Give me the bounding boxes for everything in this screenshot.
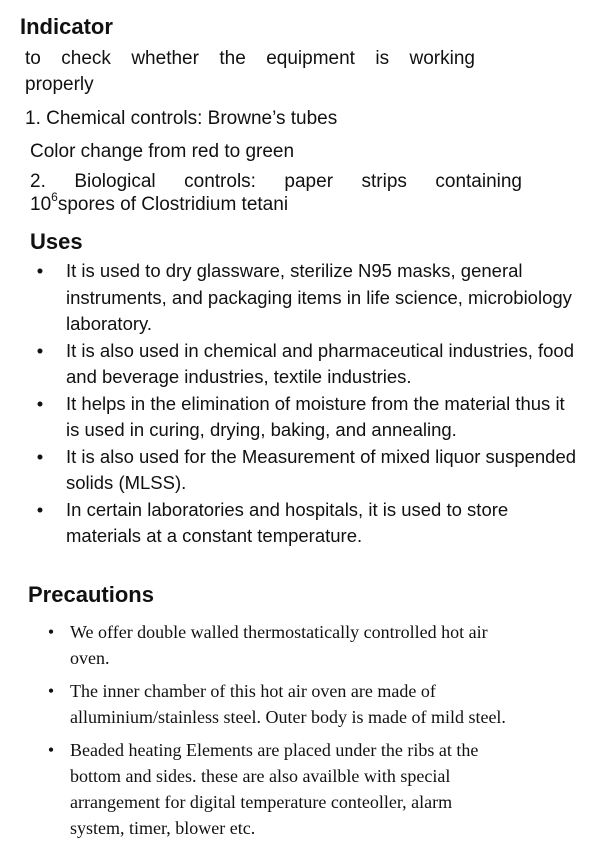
bullet-icon: • xyxy=(47,740,55,760)
uses-heading: Uses xyxy=(30,229,83,254)
list-item-text: In certain laboratories and hospitals, it is used to store materials at a constant temperature. xyxy=(66,498,509,546)
list-item xyxy=(44,737,506,841)
list-item xyxy=(30,338,578,391)
indicator-heading: Indicator xyxy=(20,14,113,39)
biological-controls: 2. Biological controls: paper strips containing xyxy=(30,171,522,192)
precautions-list xyxy=(44,619,506,848)
list-item-text: We offer double walled thermostatically controlled hot air oven. xyxy=(70,622,488,668)
color-change: Color change from red to green xyxy=(30,141,295,162)
list-item xyxy=(30,497,578,550)
bullet-icon: • xyxy=(36,260,44,281)
list-item xyxy=(44,619,506,671)
bullet-icon: • xyxy=(47,622,55,642)
bullet-icon: • xyxy=(36,339,44,361)
list-item-text: Beaded heating Elements are placed under the ribs at the bottom and sides. these are also availble with special arrangement for digital temperature conteoller, alarm system, timer, blower etc. xyxy=(70,740,479,838)
spore-count-base: 10 xyxy=(30,194,52,215)
list-item xyxy=(30,391,578,444)
list-item-text: It is also used for the Measurement of mixed liquor suspended solids (MLSS). xyxy=(66,445,577,493)
chemical-controls: 1. Chemical controls: Browne’s tubes xyxy=(25,108,338,129)
list-item xyxy=(44,678,506,730)
list-item xyxy=(30,258,578,338)
list-item xyxy=(30,444,578,497)
list-item-text: It helps in the elimination of moisture from the material thus it is used in curing, drying, baking, and annealing. xyxy=(66,392,565,440)
spore-count-exponent: 6 xyxy=(51,189,58,204)
precautions-heading: Precautions xyxy=(28,582,154,607)
biological-controls-line-2 xyxy=(30,189,289,218)
list-item-text: It is also used in chemical and pharmaceutical industries, food and beverage industries, textile industries. xyxy=(66,339,574,387)
list-item-text: The inner chamber of this hot air oven are made of alluminium/stainless steel. Outer body is made of mild steel. xyxy=(70,681,506,727)
uses-list xyxy=(30,258,578,550)
bullet-icon: • xyxy=(36,392,44,414)
bullet-icon: • xyxy=(47,681,55,701)
list-item-text: It is used to dry glassware, sterilize N95 masks, general instruments, and packaging items in life science, microbiology laboratory. xyxy=(66,260,572,334)
bullet-icon: • xyxy=(36,498,44,520)
bullet-icon: • xyxy=(36,445,44,467)
indicator-purpose-line-2: properly xyxy=(25,74,94,95)
spore-organism: spores of Clostridium tetani xyxy=(57,194,289,215)
indicator-purpose-line: to check whether the equipment is working xyxy=(25,48,475,69)
